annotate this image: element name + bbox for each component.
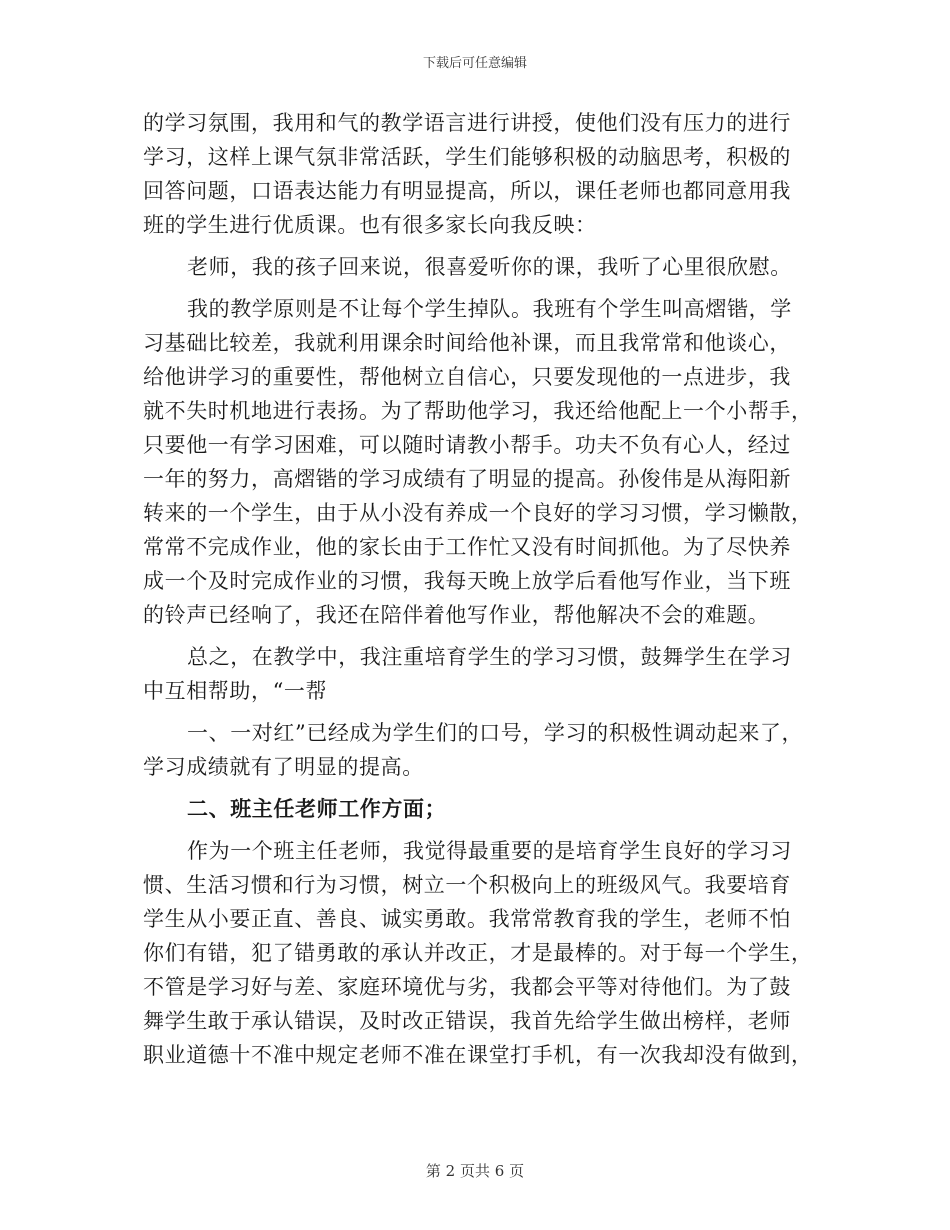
body-line: 作为一个班主任老师，我觉得最重要的是培育学生良好的学习习: [187, 839, 792, 863]
body-line: 一、一对红”已经成为学生们的口号，学习的积极性调动起来了，: [187, 721, 804, 745]
body-line: 习基础比较差，我就利用课余时间给他补课，而且我常常和他谈心，: [143, 331, 791, 355]
body-line: 回答问题，口语表达能力有明显提高，所以，课任老师也都同意用我: [143, 179, 791, 203]
body-line: 中互相帮助，“一帮: [143, 679, 328, 703]
body-line: 不管是学习好与差、家庭环境优与劣，我都会平等对待他们。为了鼓: [143, 975, 791, 999]
body-line: 职业道德十不准中规定老师不准在课堂打手机，有一次我却没有做到，: [143, 1043, 813, 1067]
document-body: [143, 106, 813, 1072]
body-line: 你们有错，犯了错勇敢的承认并改正，才是最棒的。对于每一个学生，: [143, 941, 813, 965]
body-line: 学习，这样上课气氛非常活跃，学生们能够积极的动脑思考，积极的: [143, 145, 791, 169]
body-line: 我的教学原则是不让每个学生掉队。我班有个学生叫高熠锴，学: [187, 297, 792, 321]
body-line: 学习成绩就有了明显的提高。: [143, 755, 424, 779]
body-line: 惯、生活习惯和行为习惯，树立一个积极向上的班级风气。我要培育: [143, 873, 791, 897]
body-line: 学生从小要正直、善良、诚实勇敢。我常常教育我的学生，老师不怕: [143, 907, 791, 931]
body-line: 就不失时机地进行表扬。为了帮助他学习，我还给他配上一个小帮手，: [143, 399, 813, 423]
page-footer: 第 2 页共 6 页: [425, 1162, 525, 1180]
body-line: 只要他一有学习困难，可以随时请教小帮手。功夫不负有心人，经过: [143, 433, 791, 457]
body-line: 舞学生敢于承认错误，及时改正错误，我首先给学生做出榜样，老师: [143, 1009, 791, 1033]
body-line: 常常不完成作业，他的家长由于工作忙又没有时间抓他。为了尽快养: [143, 535, 791, 559]
section-heading: 二、班主任老师工作方面；: [187, 796, 447, 821]
body-line: 的铃声已经响了，我还在陪伴着他写作业，帮他解决不会的难题。: [143, 603, 770, 627]
body-line: 班的学生进行优质课。也有很多家长向我反映：: [143, 213, 597, 237]
body-line: 的学习氛围，我用和气的教学语言进行讲授，使他们没有压力的进行: [143, 111, 791, 135]
body-line: 老师，我的孩子回来说，很喜爱听你的课，我听了心里很欣慰。: [187, 255, 792, 279]
body-line: 总之，在教学中，我注重培育学生的学习习惯，鼓舞学生在学习: [187, 645, 792, 669]
body-line: 转来的一个学生，由于从小没有养成一个良好的学习习惯，学习懒散，: [143, 501, 813, 525]
body-line: 给他讲学习的重要性，帮他树立自信心，只要发现他的一点进步，我: [143, 365, 791, 389]
body-line: 一年的努力，高熠锴的学习成绩有了明显的提高。孙俊伟是从海阳新: [143, 467, 791, 491]
body-line: 成一个及时完成作业的习惯，我每天晚上放学后看他写作业，当下班: [143, 569, 791, 593]
page-header: 下载后可任意编辑: [422, 56, 527, 71]
